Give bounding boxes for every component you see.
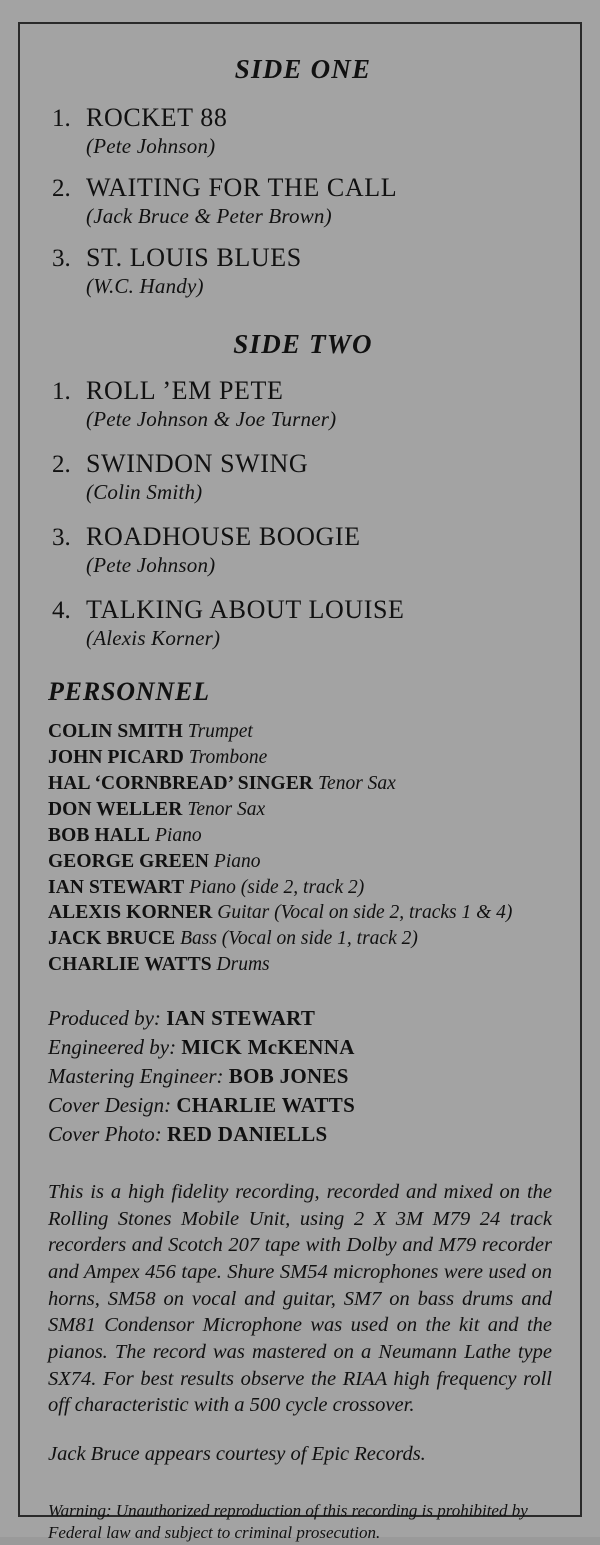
personnel-role: Drums [216, 954, 270, 976]
personnel-item [48, 719, 558, 745]
personnel-name: HAL ‘CORNBREAD’ SINGER [48, 772, 314, 794]
personnel-role: Piano (side 2, track 2) [189, 876, 365, 898]
personnel-name: JACK BRUCE [48, 928, 176, 950]
credit-label: Cover Design: [48, 1093, 172, 1118]
personnel-item [48, 952, 558, 978]
credit-label: Cover Photo: [48, 1122, 162, 1147]
personnel-name: JOHN PICARD [48, 746, 184, 768]
track-item [48, 243, 558, 299]
credit-value: RED DANIELLS [166, 1122, 328, 1147]
credit-label: Engineered by: [48, 1035, 177, 1060]
track-credit: (Pete Johnson & Joe Turner) [86, 407, 337, 431]
track-number: 2. [52, 175, 71, 202]
personnel-name: IAN STEWART [48, 876, 185, 898]
track-number: 1. [52, 105, 71, 132]
side-one-heading: SIDE ONE [234, 54, 372, 84]
track-title: ROADHOUSE BOOGIE [86, 522, 361, 551]
personnel-name: GEORGE GREEN [48, 850, 210, 872]
credit-item [48, 1033, 558, 1062]
track-item [48, 173, 558, 229]
track-title: TALKING ABOUT LOUISE [86, 595, 405, 624]
side-two-heading: SIDE TWO [233, 329, 373, 359]
copyright-warning: Warning: Unauthorized reproduction of this recording is prohibited by Federal law and subject to criminal prosecution. [48, 1500, 528, 1543]
track-number: 3. [52, 245, 71, 272]
personnel-role: Guitar (Vocal on side 2, tracks 1 & 4) [217, 902, 513, 924]
track-title: ST. LOUIS BLUES [86, 243, 302, 272]
track-credit: (Jack Bruce & Peter Brown) [86, 204, 332, 228]
production-credits [48, 1004, 558, 1149]
personnel-item [48, 745, 558, 771]
credit-value: CHARLIE WATTS [176, 1093, 356, 1118]
personnel-item [48, 875, 558, 901]
track-item [48, 103, 558, 159]
personnel-item [48, 771, 558, 797]
personnel-list [48, 719, 558, 978]
personnel-role: Tenor Sax [318, 772, 396, 794]
personnel-name: COLIN SMITH [48, 721, 183, 742]
personnel-role: Tenor Sax [187, 798, 266, 820]
personnel-item [48, 849, 558, 875]
track-item [48, 376, 558, 432]
credit-item [48, 1120, 558, 1149]
credit-item [48, 1091, 558, 1120]
personnel-item [48, 797, 558, 823]
track-item [48, 449, 558, 505]
credit-value: MICK McKENNA [181, 1035, 355, 1060]
courtesy-note: Jack Bruce appears courtesy of Epic Records. [48, 1442, 426, 1465]
track-number: 4. [52, 597, 71, 624]
personnel-name: ALEXIS KORNER [48, 902, 213, 924]
personnel-name: CHARLIE WATTS [48, 954, 212, 976]
liner-notes [48, 54, 558, 1543]
side-one-tracklist [48, 103, 558, 299]
track-credit: (Pete Johnson) [86, 553, 216, 577]
track-number: 2. [52, 451, 71, 478]
credit-item [48, 1062, 558, 1091]
personnel-role: Trombone [188, 746, 268, 768]
personnel-role: Piano [155, 824, 202, 846]
personnel-item [48, 926, 558, 952]
credit-value: IAN STEWART [166, 1006, 316, 1031]
credit-item [48, 1004, 558, 1033]
personnel-name: DON WELLER [48, 798, 183, 820]
personnel-item [48, 823, 558, 849]
track-item [48, 522, 558, 578]
track-item [48, 595, 558, 651]
track-credit: (Pete Johnson) [86, 134, 216, 158]
track-title: ROLL ’EM PETE [86, 376, 284, 405]
personnel-name: BOB HALL [48, 824, 151, 846]
track-credit: (Alexis Korner) [86, 626, 221, 650]
personnel-role: Bass (Vocal on side 1, track 2) [180, 928, 418, 950]
credit-value: BOB JONES [228, 1064, 349, 1089]
personnel-heading: PERSONNEL [48, 677, 210, 706]
side-two-tracklist [48, 376, 558, 651]
credit-label: Produced by: [48, 1006, 161, 1031]
track-title: ROCKET 88 [86, 103, 228, 132]
track-title: SWINDON SWING [86, 449, 309, 478]
credit-label: Mastering Engineer: [48, 1064, 224, 1089]
track-credit: (W.C. Handy) [86, 274, 204, 298]
border-frame [18, 22, 582, 1543]
track-credit: (Colin Smith) [86, 480, 203, 504]
track-title: WAITING FOR THE CALL [86, 173, 398, 202]
personnel-item [48, 900, 558, 926]
track-number: 3. [52, 524, 71, 551]
track-number: 1. [52, 378, 71, 405]
personnel-role: Trumpet [187, 721, 253, 742]
personnel-role: Piano [213, 850, 261, 872]
technical-note: This is a high fidelity recording, recorded and mixed on the Rolling Stones Mobile Unit, using 2 X 3M M79 24 track recorders and Scotch 207 tape with Dolby and M79 recorder and Ampex 456 tape. Shure SM54 microphones were used on horns, SM58 on vocal and guitar, SM7 on bass drums and SM81 Condensor Microphone was used on the kit and the pianos. The record was mastered on a Neumann Lathe type SX74. For best results observe the RIAA high frequency roll off characteristic with a 500 cycle crossover. [48, 1181, 552, 1417]
